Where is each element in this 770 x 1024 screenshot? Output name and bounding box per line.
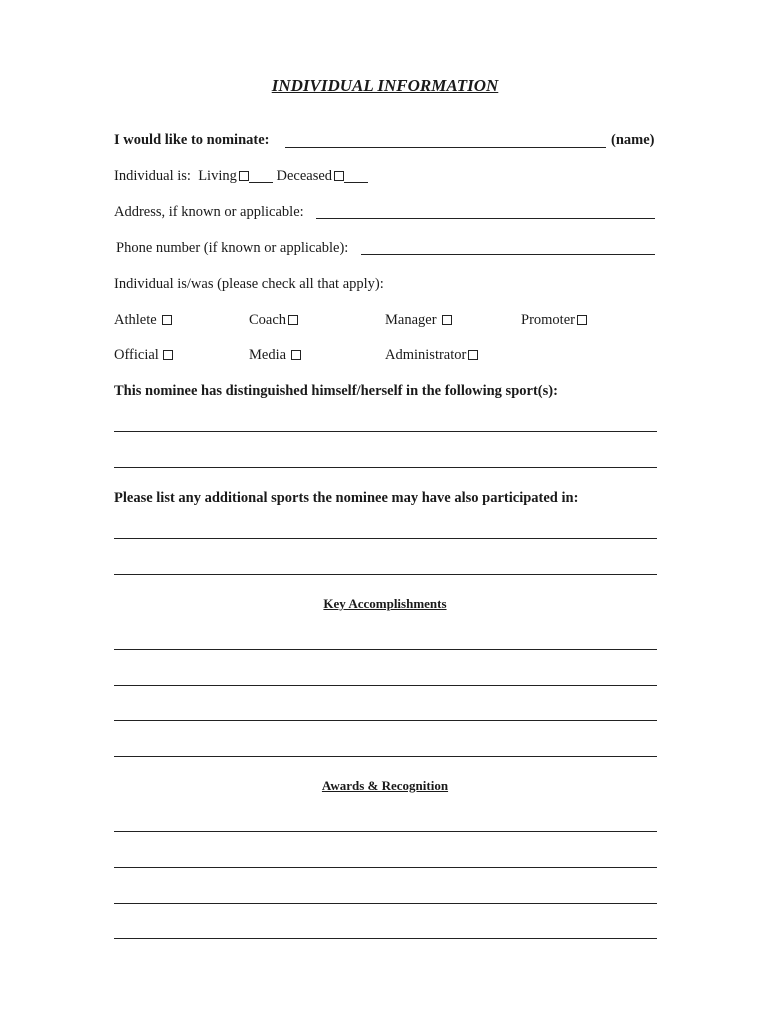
accomplishments-line[interactable] <box>114 649 657 650</box>
deceased-label: Deceased <box>276 168 333 184</box>
additional-sports-label: Please list any additional sports the nominee may have also participated in: <box>114 490 579 506</box>
accomplishments-line[interactable] <box>114 720 657 721</box>
administrator-checkbox[interactable] <box>468 350 478 360</box>
page-title: INDIVIDUAL INFORMATION <box>271 76 499 95</box>
sports-label: This nominee has distinguished himself/herself in the following sport(s): <box>114 383 558 399</box>
address-field[interactable] <box>316 218 655 219</box>
accomplishments-title: Key Accomplishments <box>323 596 447 611</box>
status-label: Individual is: <box>114 168 191 184</box>
awards-line[interactable] <box>114 831 657 832</box>
nominee-name-field[interactable] <box>285 147 606 148</box>
living-label: Living <box>198 168 237 184</box>
athlete-checkbox[interactable] <box>162 315 172 325</box>
nominate-suffix: (name) <box>611 132 655 148</box>
coach-checkbox[interactable] <box>288 315 298 325</box>
accomplishments-line[interactable] <box>114 685 657 686</box>
role-media: Media <box>249 346 301 364</box>
promoter-checkbox[interactable] <box>577 315 587 325</box>
role-manager: Manager <box>385 311 452 329</box>
status-row <box>114 167 368 185</box>
living-underline <box>249 170 273 183</box>
role-athlete: Athlete <box>114 311 172 329</box>
manager-checkbox[interactable] <box>442 315 452 325</box>
role-coach: Coach <box>249 311 298 329</box>
official-checkbox[interactable] <box>163 350 173 360</box>
additional-sports-line[interactable] <box>114 538 657 539</box>
sports-line[interactable] <box>114 467 657 468</box>
media-checkbox[interactable] <box>291 350 301 360</box>
accomplishments-line[interactable] <box>114 756 657 757</box>
role-administrator: Administrator <box>385 346 478 364</box>
address-label: Address, if known or applicable: <box>114 204 304 220</box>
nominate-label: I would like to nominate: <box>114 132 270 148</box>
deceased-checkbox[interactable] <box>334 171 344 181</box>
living-checkbox[interactable] <box>239 171 249 181</box>
role-promoter: Promoter <box>521 311 587 329</box>
additional-sports-line[interactable] <box>114 574 657 575</box>
roles-label: Individual is/was (please check all that apply): <box>114 276 384 292</box>
awards-line[interactable] <box>114 903 657 904</box>
awards-title: Awards & Recognition <box>321 778 449 793</box>
awards-line[interactable] <box>114 938 657 939</box>
sports-line[interactable] <box>114 431 657 432</box>
phone-label: Phone number (if known or applicable): <box>116 240 349 256</box>
awards-line[interactable] <box>114 867 657 868</box>
role-official: Official <box>114 346 173 364</box>
phone-field[interactable] <box>361 254 655 255</box>
deceased-underline <box>344 170 368 183</box>
